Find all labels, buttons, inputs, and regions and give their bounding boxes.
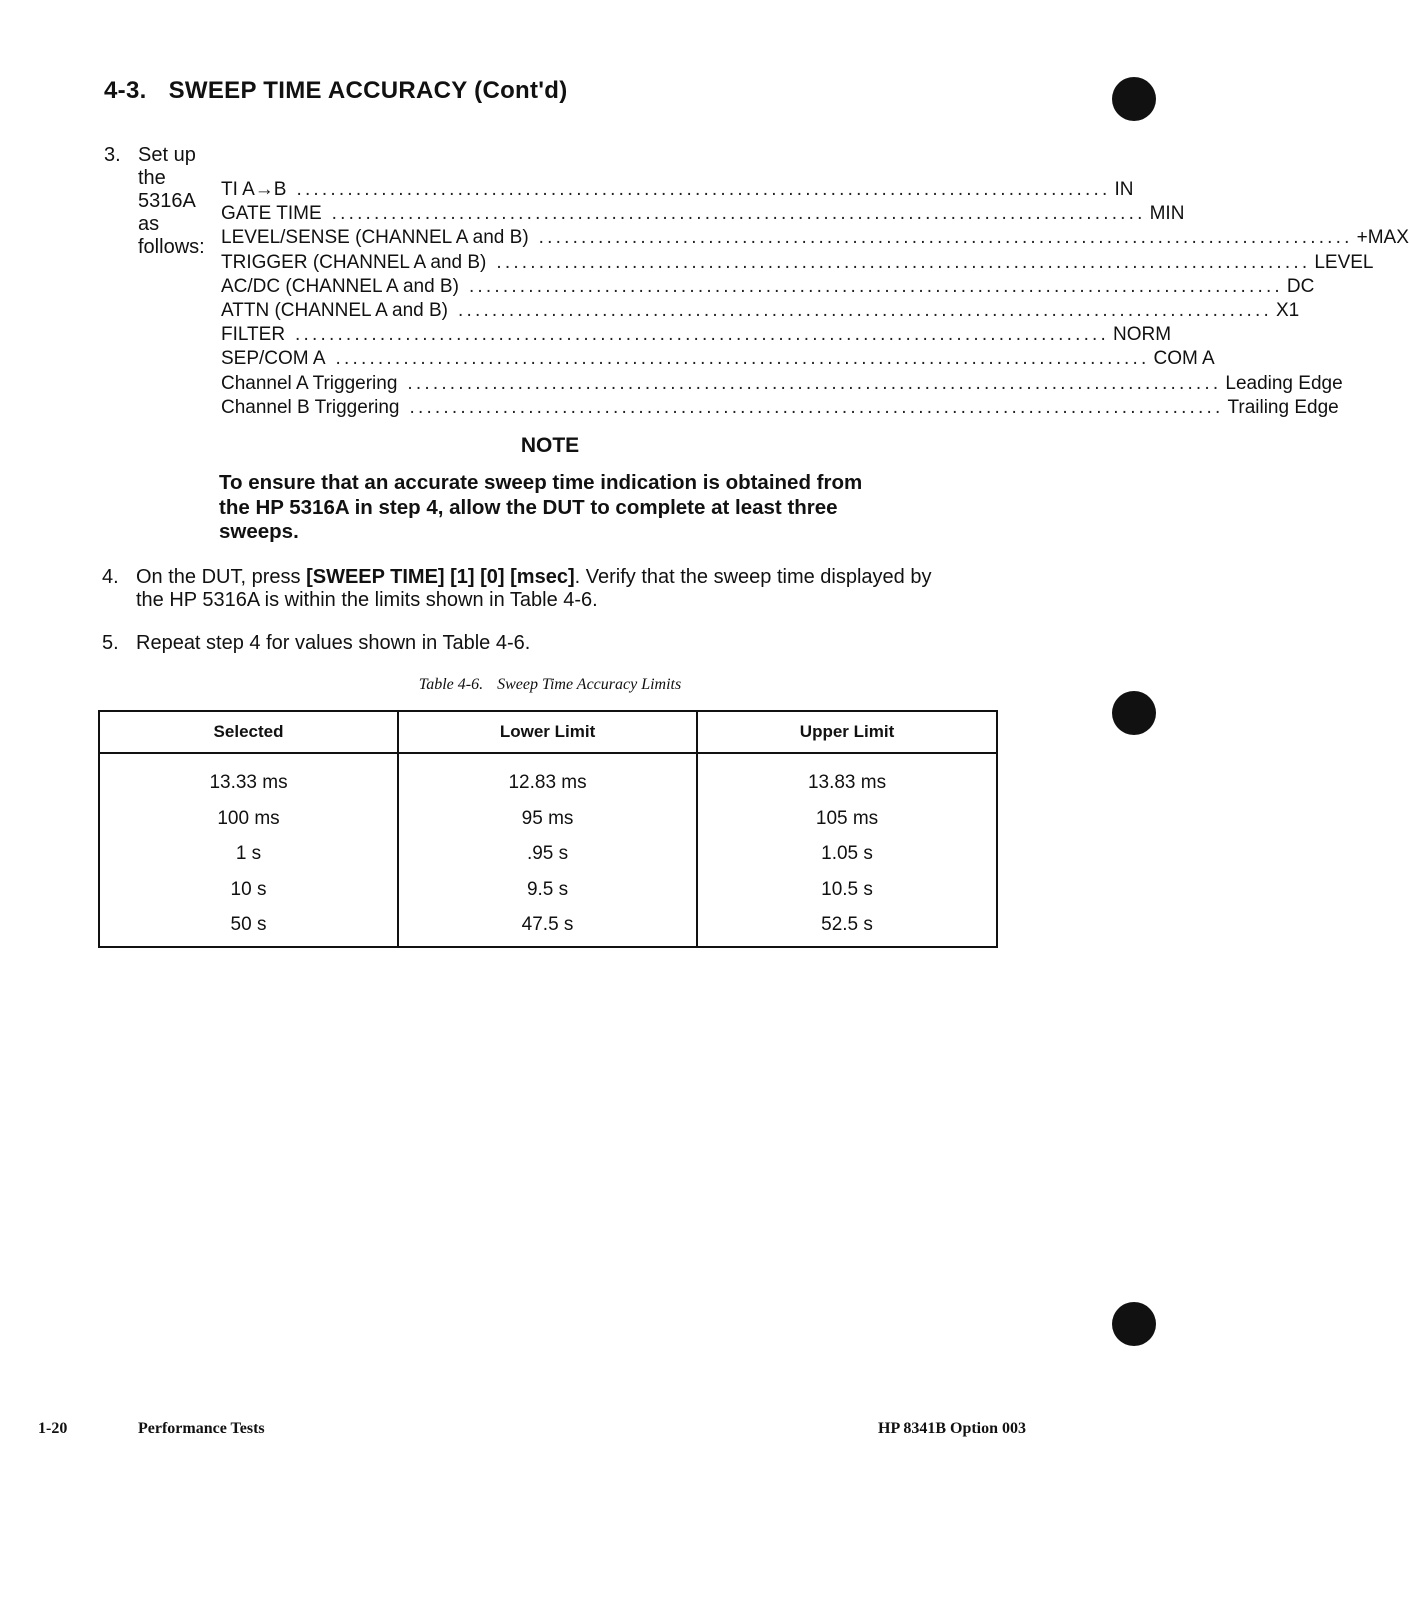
setting-row xyxy=(221,347,1215,371)
setting-row xyxy=(221,372,1343,396)
setting-label: TI A→B xyxy=(221,179,287,200)
punch-hole-icon xyxy=(1112,1302,1156,1346)
setting-value: Trailing Edge xyxy=(1227,396,1339,418)
setting-row xyxy=(221,202,1185,226)
column-header: Selected xyxy=(99,711,398,753)
step-text-part: . Verify that the sweep time displayed by xyxy=(574,566,932,588)
setting-row xyxy=(221,178,1134,202)
setting-row xyxy=(221,251,1374,275)
note-line: To ensure that an accurate sweep time indication is obtained from xyxy=(219,471,863,494)
note-line: the HP 5316A in step 4, allow the DUT to complete at least three xyxy=(219,495,838,519)
table-header-row xyxy=(99,711,997,753)
setting-label: GATE TIME xyxy=(221,203,322,225)
upper-limit-column xyxy=(697,753,997,947)
setting-value: Leading Edge xyxy=(1225,372,1343,394)
dot-leader: ................................................................................................ xyxy=(295,324,1110,346)
note-title: NOTE xyxy=(520,434,580,457)
table-caption xyxy=(0,676,1100,694)
table-cell: 47.5 s xyxy=(521,914,574,935)
setting-label: SEP/COM A xyxy=(221,348,326,370)
table-cell: 13.33 ms xyxy=(209,772,288,793)
page-number: 1-20 xyxy=(38,1420,68,1437)
step-text xyxy=(136,566,1006,612)
table-cell: 52.5 s xyxy=(821,914,873,935)
lower-limit-column xyxy=(398,753,697,947)
section-number: 4-3. xyxy=(104,77,147,104)
setting-value: +MAX xyxy=(1356,227,1409,249)
setting-value: IN xyxy=(1114,179,1134,200)
setting-label: FILTER xyxy=(221,324,286,346)
column-header: Upper Limit xyxy=(697,711,997,753)
setting-value: MIN xyxy=(1149,203,1185,225)
setting-label: LEVEL/SENSE (CHANNEL A and B) xyxy=(221,227,529,249)
step-number: 4. xyxy=(102,566,119,588)
table-cell: 10 s xyxy=(230,878,267,900)
setting-row xyxy=(221,275,1315,299)
table-cell: 95 ms xyxy=(521,807,574,829)
dot-leader: ................................................................................................ xyxy=(538,227,1353,249)
setting-row xyxy=(221,323,1172,347)
dot-leader: ................................................................................................ xyxy=(458,299,1272,321)
dot-leader: ................................................................................................ xyxy=(496,251,1311,273)
table-cell: .95 s xyxy=(526,843,569,864)
setting-value: COM A xyxy=(1153,348,1215,370)
step-number: 5. xyxy=(102,632,119,654)
note-body xyxy=(219,471,909,545)
setting-value: NORM xyxy=(1113,324,1172,346)
setting-row xyxy=(221,226,1409,250)
table-cell: 50 s xyxy=(230,914,267,935)
key-sequence: [SWEEP TIME] [1] [0] [msec] xyxy=(306,566,575,588)
dot-leader: ................................................................................................ xyxy=(407,372,1222,394)
setting-row xyxy=(221,396,1339,420)
dot-leader: ................................................................................................ xyxy=(409,396,1224,418)
table-cell: 9.5 s xyxy=(526,878,569,900)
table-cell: 1.05 s xyxy=(821,843,873,864)
table-cell: 1 s xyxy=(235,843,262,864)
table-cell: 105 ms xyxy=(815,807,879,829)
settings-list xyxy=(221,178,1409,420)
step-text-part: On the DUT, press xyxy=(136,566,307,588)
setting-value: LEVEL xyxy=(1314,251,1374,273)
dot-leader: ................................................................................................ xyxy=(331,203,1146,225)
setting-value: X1 xyxy=(1275,299,1300,321)
table-cell: 100 ms xyxy=(217,807,280,829)
dot-leader: ................................................................................................ xyxy=(335,348,1150,370)
setting-label: ATTN (CHANNEL A and B) xyxy=(221,299,449,321)
setting-row xyxy=(221,299,1300,323)
dot-leader: ................................................................................................ xyxy=(296,179,1111,200)
footer-product: HP 8341B Option 003 xyxy=(878,1420,1027,1437)
step-text: Repeat step 4 for values shown in Table 4-6. xyxy=(136,632,531,654)
column-header: Lower Limit xyxy=(398,711,697,753)
table-number: Table 4-6. xyxy=(418,676,484,693)
setting-label: Channel B Triggering xyxy=(221,396,400,418)
dot-leader: ................................................................................................ xyxy=(468,275,1283,297)
step-number: 3. xyxy=(104,144,121,166)
sweep-limits-table xyxy=(98,710,998,948)
selected-column xyxy=(99,753,398,947)
punch-hole-icon xyxy=(1112,691,1156,735)
footer-section: Performance Tests xyxy=(138,1420,265,1437)
setting-label: AC/DC (CHANNEL A and B) xyxy=(221,275,459,297)
table-cell: 10.5 s xyxy=(821,878,873,900)
table-body-row xyxy=(99,753,997,947)
note-line: sweeps. xyxy=(219,520,299,543)
step-text: Set up the 5316A as follows: xyxy=(138,144,205,258)
step-text-part: the HP 5316A is within the limits shown in Table 4-6. xyxy=(136,589,598,611)
table-cell: 12.83 ms xyxy=(508,772,587,793)
section-title: SWEEP TIME ACCURACY (Cont'd) xyxy=(168,77,568,104)
section-heading xyxy=(104,77,568,105)
setting-label: TRIGGER (CHANNEL A and B) xyxy=(221,251,487,273)
setting-label: Channel A Triggering xyxy=(221,372,398,394)
table-title: Sweep Time Accuracy Limits xyxy=(497,676,682,693)
setting-value: DC xyxy=(1286,275,1315,297)
punch-hole-icon xyxy=(1112,77,1156,121)
table-cell: 13.83 ms xyxy=(807,772,887,793)
